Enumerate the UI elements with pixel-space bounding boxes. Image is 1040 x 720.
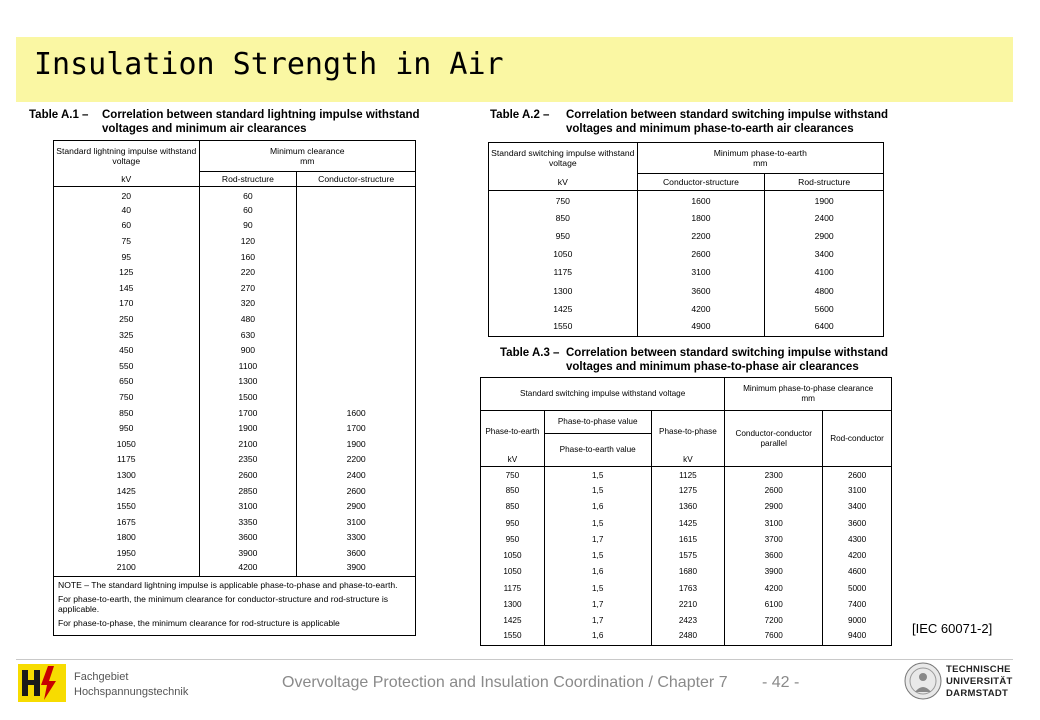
a3-cell: 1175 [481,581,545,597]
a2-cell: 4200 [637,300,765,318]
a3-cell: 4200 [823,548,892,564]
a1-cell: 3600 [297,545,416,561]
a3-header-rod-conductor: Rod-conductor [823,411,892,467]
source-citation: [IEC 60071-2] [912,621,993,636]
a3-cell: 2423 [651,613,725,629]
a3-row [481,581,892,597]
a3-cell: 7200 [725,613,823,629]
table-a1 [53,140,416,636]
a1-cell: 2100 [54,561,200,577]
a3-cell: 1360 [651,499,725,515]
a1-cell: 2600 [199,467,297,483]
a2-cell: 5600 [765,300,884,318]
a1-row [54,202,416,218]
a3-cell: 1575 [651,548,725,564]
a3-cell: 1,6 [544,564,651,580]
a3-cell: 1615 [651,532,725,548]
a2-cell: 950 [489,227,638,245]
a3-row [481,467,892,483]
a1-row [54,358,416,374]
a1-cell: 1300 [54,467,200,483]
a3-row [481,548,892,564]
a3-cell: 3600 [823,515,892,531]
a3-cell: 1425 [481,613,545,629]
a1-cell: 75 [54,233,200,249]
a1-row [54,467,416,483]
table-a1-caption [29,108,420,136]
a1-row [54,342,416,358]
a3-cell: 3900 [725,564,823,580]
table-a3-title-line2: voltages and minimum phase-to-phase air clearances [566,361,859,373]
a1-cell: 250 [54,311,200,327]
a3-row [481,532,892,548]
a2-cell: 3600 [637,281,765,299]
a3-cell: 1,6 [544,629,651,645]
a3-cell: 3400 [823,499,892,515]
a3-cell: 2210 [651,597,725,613]
table-a2-label: Table A.2 – [490,109,550,121]
a1-cell: 3900 [297,561,416,577]
a2-cell: 1300 [489,281,638,299]
a2-cell: 2900 [765,227,884,245]
a2-header-rod: Rod-structure [765,174,884,191]
a1-cell: 1900 [199,420,297,436]
a2-cell: 850 [489,209,638,227]
a1-cell: 1500 [199,389,297,405]
a3-header-clearance: Minimum phase-to-phase clearance mm [725,378,892,411]
a2-cell: 6400 [765,318,884,336]
a1-cell: 160 [199,249,297,265]
a1-cell [297,374,416,390]
a1-cell: 270 [199,280,297,296]
a1-cell: 320 [199,296,297,312]
a1-cell: 170 [54,296,200,312]
table-a2-caption [490,108,888,136]
a1-note1: NOTE – The standard lightning impulse is applicable phase-to-phase and phase-to-earth. [58,579,398,590]
a1-cell: 95 [54,249,200,265]
a1-cell: 2400 [297,467,416,483]
a2-header-voltage: Standard switching impulse withstand voltage [489,143,638,174]
a3-row [481,613,892,629]
a1-row [54,327,416,343]
page-number: - 42 - [762,674,800,691]
a1-cell: 1900 [297,436,416,452]
a1-cell: 1050 [54,436,200,452]
a3-cell: 3100 [823,483,892,499]
a2-cell: 1175 [489,263,638,281]
a1-row [54,187,416,203]
a3-cell: 9000 [823,613,892,629]
table-a3-title-line1: Correlation between standard switching impulse withstand [566,347,889,359]
a3-cell: 6100 [725,597,823,613]
a3-cell: 5000 [823,581,892,597]
a1-cell: 3100 [199,498,297,514]
table-a1-title-line1: Correlation between standard lightning impulse withstand [102,109,420,121]
a1-cell: 3900 [199,545,297,561]
a1-cell: 480 [199,311,297,327]
a1-row [54,389,416,405]
a1-cell: 2900 [297,498,416,514]
a1-cell [297,202,416,218]
a2-row [489,191,884,209]
a3-cell: 850 [481,483,545,499]
a1-cell: 1300 [199,374,297,390]
a2-cell: 2200 [637,227,765,245]
a1-cell: 20 [54,187,200,203]
table-a1-title-line2: voltages and minimum air clearances [102,123,307,135]
a1-cell: 3600 [199,530,297,546]
a2-row [489,281,884,299]
a2-cell: 4800 [765,281,884,299]
a1-cell [297,296,416,312]
a1-cell: 1675 [54,514,200,530]
a1-cell: 325 [54,327,200,343]
a2-row [489,263,884,281]
a1-cell: 40 [54,202,200,218]
a1-row [54,514,416,530]
a3-cell: 4600 [823,564,892,580]
a1-cell: 145 [54,280,200,296]
a1-cell: 1100 [199,358,297,374]
a3-row [481,515,892,531]
a1-cell: 60 [199,187,297,203]
a2-row [489,227,884,245]
a1-row [54,280,416,296]
a1-row [54,374,416,390]
a3-header-ratio-top: Phase-to-phase value [544,411,651,434]
a3-cell: 2600 [823,467,892,483]
a1-row [54,264,416,280]
a1-row [54,561,416,577]
slide-title: Insulation Strength in Air [34,47,504,82]
a1-row [54,436,416,452]
a3-cell: 1,7 [544,532,651,548]
a3-header-voltage: Standard switching impulse withstand voltage [481,378,725,411]
a1-cell: 1550 [54,498,200,514]
a3-row [481,499,892,515]
a1-cell [297,311,416,327]
a3-cell: 850 [481,499,545,515]
a1-cell: 2600 [297,483,416,499]
a2-row [489,300,884,318]
university-name: TECHNISCHE UNIVERSITÄT DARMSTADT [946,664,1013,699]
table-a3 [480,377,892,646]
a1-row [54,498,416,514]
a1-row [54,405,416,421]
a1-row [54,311,416,327]
hochspannung-logo-icon [18,664,66,702]
a3-cell: 1125 [651,467,725,483]
a1-note-row [54,576,416,635]
a1-cell [297,358,416,374]
a1-row [54,218,416,234]
table-a3-caption [500,346,888,374]
a1-row [54,530,416,546]
a3-cell: 3100 [725,515,823,531]
a1-cell [297,218,416,234]
a1-row [54,452,416,468]
a1-cell: 60 [54,218,200,234]
a3-cell: 2600 [725,483,823,499]
a3-cell: 950 [481,532,545,548]
a3-cell: 7600 [725,629,823,645]
a1-cell: 2850 [199,483,297,499]
a3-cell: 1550 [481,629,545,645]
a2-row [489,209,884,227]
a3-cell: 7400 [823,597,892,613]
a1-cell: 90 [199,218,297,234]
a1-row [54,233,416,249]
table-a3-label: Table A.3 – [500,347,560,359]
a3-header-phase-earth: Phase-to-earth [481,411,545,454]
a3-row [481,629,892,645]
a2-cell: 1600 [637,191,765,209]
a2-header-conductor: Conductor-structure [637,174,765,191]
a1-cell [297,233,416,249]
a1-cell [297,187,416,203]
a3-header-kv2: kV [651,454,725,467]
a3-cell: 1,5 [544,467,651,483]
a1-cell: 60 [199,202,297,218]
a1-row [54,483,416,499]
footer-course-title: Overvoltage Protection and Insulation Coordination / Chapter 7 [282,674,728,691]
a1-cell: 3350 [199,514,297,530]
a3-header-ratio-bottom: Phase-to-earth value [544,434,651,467]
a3-cell: 1763 [651,581,725,597]
a1-note2: For phase-to-earth, the minimum clearance for conductor-structure and rod-structure is applicable. [58,593,389,614]
a2-cell: 1425 [489,300,638,318]
a2-cell: 1050 [489,245,638,263]
a1-cell: 650 [54,374,200,390]
a2-header-kv: kV [489,174,638,191]
a1-cell [297,389,416,405]
a1-cell: 550 [54,358,200,374]
a3-cell: 1,6 [544,499,651,515]
a1-cell [297,264,416,280]
a1-cell: 4200 [199,561,297,577]
a3-cell: 1275 [651,483,725,499]
a1-cell [297,249,416,265]
table-a2-title-line1: Correlation between standard switching impulse withstand [566,109,889,121]
a1-cell: 1800 [54,530,200,546]
a1-cell [297,342,416,358]
a1-cell: 220 [199,264,297,280]
a1-note3: For phase-to-phase, the minimum clearance for rod-structure is applicable [58,617,340,628]
a1-cell [297,280,416,296]
a1-cell: 120 [199,233,297,249]
a1-cell: 1700 [297,420,416,436]
a1-header-voltage: Standard lightning impulse withstand voltage [54,141,200,172]
a2-cell: 2400 [765,209,884,227]
table-a2 [488,142,884,337]
a1-cell: 1175 [54,452,200,468]
a1-cell: 3100 [297,514,416,530]
a1-cell: 1600 [297,405,416,421]
table-a2-title-line2: voltages and minimum phase-to-earth air clearances [566,123,854,135]
a3-cell: 2480 [651,629,725,645]
a3-cell: 1,5 [544,483,651,499]
a1-cell: 125 [54,264,200,280]
a1-header-kv: kV [54,172,200,187]
a3-cell: 1680 [651,564,725,580]
a1-cell: 630 [199,327,297,343]
a2-cell: 1900 [765,191,884,209]
a1-header-conductor: Conductor-structure [297,172,416,187]
a1-cell [297,327,416,343]
footer-divider [16,659,1013,660]
a3-cell: 3700 [725,532,823,548]
a2-cell: 1550 [489,318,638,336]
a1-header-clearance: Minimum clearance mm [199,141,415,172]
institute-name: Fachgebiet Hochspannungstechnik [74,671,189,698]
a3-cell: 950 [481,515,545,531]
a3-cell: 1050 [481,548,545,564]
a1-row [54,420,416,436]
a1-cell: 1425 [54,483,200,499]
a3-header-conductor-conductor: Conductor-conductor parallel [725,411,823,467]
a2-header-clearance: Minimum phase-to-earth mm [637,143,883,174]
a2-cell: 3100 [637,263,765,281]
a3-cell: 1050 [481,564,545,580]
a3-cell: 9400 [823,629,892,645]
table-a1-label: Table A.1 – [29,109,89,121]
a1-note [54,576,416,635]
a2-row [489,318,884,336]
a3-cell: 3600 [725,548,823,564]
a1-cell: 2200 [297,452,416,468]
a3-cell: 1300 [481,597,545,613]
a2-cell: 750 [489,191,638,209]
a3-cell: 4200 [725,581,823,597]
a3-cell: 2900 [725,499,823,515]
a1-cell: 1950 [54,545,200,561]
a3-cell: 2300 [725,467,823,483]
a3-row [481,597,892,613]
a1-cell: 450 [54,342,200,358]
university-seal-icon [904,662,942,700]
a3-cell: 1425 [651,515,725,531]
a3-cell: 750 [481,467,545,483]
a1-cell: 2100 [199,436,297,452]
a1-row [54,296,416,312]
a1-row [54,249,416,265]
a2-cell: 1800 [637,209,765,227]
a3-row [481,483,892,499]
a3-cell: 1,5 [544,515,651,531]
a2-cell: 3400 [765,245,884,263]
a1-header-rod: Rod-structure [199,172,297,187]
a3-cell: 1,5 [544,548,651,564]
a3-cell: 1,7 [544,613,651,629]
a3-cell: 4300 [823,532,892,548]
a1-cell: 950 [54,420,200,436]
a2-cell: 4900 [637,318,765,336]
a1-cell: 2350 [199,452,297,468]
a3-cell: 1,7 [544,597,651,613]
a2-cell: 4100 [765,263,884,281]
a1-cell: 1700 [199,405,297,421]
a3-header-kv1: kV [481,454,545,467]
a1-cell: 850 [54,405,200,421]
a1-cell: 3300 [297,530,416,546]
a2-row [489,245,884,263]
a3-row [481,564,892,580]
a1-row [54,545,416,561]
a2-cell: 2600 [637,245,765,263]
a3-cell: 1,5 [544,581,651,597]
a1-cell: 900 [199,342,297,358]
a3-header-phase-phase: Phase-to-phase [651,411,725,454]
a1-cell: 750 [54,389,200,405]
